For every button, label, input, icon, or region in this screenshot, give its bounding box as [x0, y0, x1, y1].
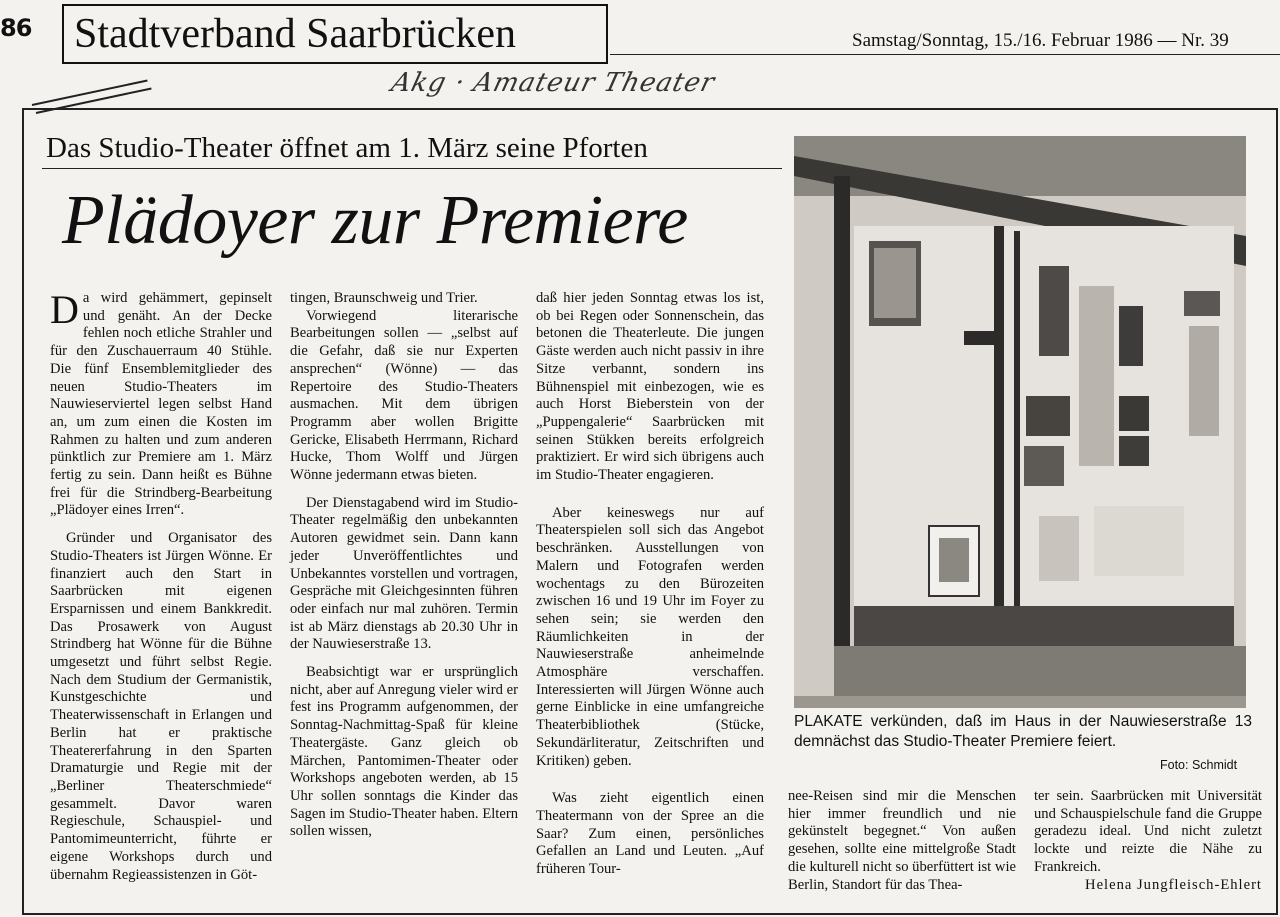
photo-credit: Foto: Schmidt [1160, 758, 1238, 772]
photo-caption: PLAKATE verkünden, daß im Haus in der Nauwieserstraße 13 demnächst das Studio-Theater Premiere feiert. [794, 713, 1252, 750]
paragraph: Aber keineswegs nur auf Theaterspielen soll sich das Angebot beschränken. Ausstellungen von Malern und Fotografen werden wochentags zu den Bürozeiten zwischen 16 und 19 Uhr im Foyer zu sehen sein; sie werden den Räumlichkeiten in der Nauwieserstraße anheimelnde Atmosphäre verschaffen. Interessierten will Jürgen Wönne auch gerne Einblicke in eine umfangreiche Theaterbibliothek (Stücke, Sekundärliteratur, Zeitschriften und Kritiken) geben. [536, 504, 764, 769]
paragraph: Beabsichtigt war er ursprünglich nicht, aber auf Anregung vieler wird er fest ins Programm aufgenommen, der Sonntag-Nachmittag-Spaß für kleine Theatergäste. Ganz gleich ob Märchen, Pantomimen-Theater oder Workshops angeboten werden, ab 15 Uhr sollen sonntags die Kinder das Sagen im Studio-Theater haben. Eltern sollen wissen, [290, 664, 518, 840]
article-column-5 [1034, 788, 1262, 894]
paragraph: tingen, Braunschweig und Trier. [290, 290, 478, 306]
handwritten-note: Akg · Amateur Theater [388, 68, 719, 98]
paragraph: Gründer und Organisator des Studio-Theaters ist Jürgen Wönne. Er finanziert auch den Start in Saarbrücken mit eigenen Ersparnissen und einem Bankkredit. Das Prosawerk von August Strindberg hat Wönne für die Bühne umgesetzt und führt selbst Regie. Nach dem Studium der Germanistik, Kunstgeschichte und Theaterwissenschaft in Erlangen und Berlin hat er praktische Theatererfahrung in den Sparten Dramaturgie und Regie mit der „Berliner Theaterschmiede“ gesammelt. Davor waren Regieschule, Schauspiel- und Pantomimeunterricht, führte er eigene Workshops durch und übernahm Regieassistenzen in Göt- [50, 530, 272, 883]
article-column-3 [536, 290, 764, 879]
masthead-title: Stadtverband Saarbrücken [74, 11, 517, 57]
paragraph-text: a wird gehämmert, gepinselt und genäht. An der Decke fehlen noch etliche Strahler und für den Zuschauerraum 40 Stühle. Die fünf Ensemblemitglieder des neuen Studio-Theaters im Nauwieserviertel legen selbst Hand an, um zum einen die Kosten im Rahmen zu halten und zum anderen pünktlich zur Premiere am 1. März fertig zu sein. Dann heißt es Bühne frei für die Strindberg-Bearbeitung „Plädoyer eines Irren“. [50, 290, 272, 519]
masthead-rule [610, 54, 1280, 55]
byline: Helena Jungfleisch-Ehlert [1085, 876, 1262, 893]
article-column-2 [290, 290, 518, 841]
page-number: 86 [0, 14, 32, 42]
article-headline: Plädoyer zur Premiere [62, 182, 688, 259]
storefront-photo [794, 136, 1246, 708]
paragraph: daß hier jeden Sonntag etwas los ist, ob bei Regen oder Sonnenschein, das betonen die Theaterleute. Die jungen Gäste werden auch nicht passiv in ihre Sitze verbannt, sondern ins Bühnenspiel mit einbezogen, wie es auch Horst Bieberstein von der „Puppengalerie“ Saarbrücken mit seinen Stükken bereits erfolgreich praktiziert. Er wird sich übrigens auch im Studio-Theater engagieren. [536, 290, 764, 484]
article-column-1 [50, 287, 272, 884]
dropcap: D [50, 287, 79, 332]
paragraph: Was zieht eigentlich einen Theatermann von der Spree an die Saar? Zum einen, persönliches Gefallen an Land und Leuten. „Auf früheren Tour- [536, 790, 764, 878]
kicker-rule [42, 168, 782, 169]
article-column-4 [788, 788, 1016, 894]
storefront-photo-image [794, 136, 1246, 708]
paragraph: Der Dienstagabend wird im Studio-Theater regelmäßig den unbekannten Autoren gewidmet sein. Dann kann jeder Unveröffentlichtes und Unbekanntes vorstellen und vortragen, Gespräche mit Gleichgesinnten führen oder einfach nur mal zuhören. Termin ist ab März dienstags ab 20.30 Uhr in der Nauwieserstraße 13. [290, 494, 518, 653]
paragraph: Vorwiegend literarische Bearbeitungen sollen — „selbst auf die Gefahr, daß sie nur Experten ansprechen“ (Wönne) — das Repertoire des Studio-Theaters ausmachen. Mit dem übrigen Programm aber wollen Brigitte Gericke, Elisabeth Herrmann, Richard Hucke, Thom Wolff und Jürgen Wönne jedermann etwas bieten. [290, 307, 518, 484]
paragraph: nee-Reisen sind mir die Menschen hier immer freundlich und nie gekünstelt begegnet.“ Von außen gesehen, sollte eine mittelgroße Stadt die kulturell nicht so überfüttert ist wie Berlin, Standort für das Thea- [788, 788, 1016, 893]
paragraph [50, 287, 272, 520]
paragraph: ter sein. Saarbrücken mit Universität und Schauspielschule fand die Gruppe geradezu ideal. Und nicht zuletzt lockte und reizte die Nähe zu Frankreich. [1034, 788, 1262, 875]
edition-date: Samstag/Sonntag, 15./16. Februar 1986 — Nr. 39 [852, 30, 1229, 51]
article-kicker: Das Studio-Theater öffnet am 1. März seine Pforten [46, 132, 648, 164]
